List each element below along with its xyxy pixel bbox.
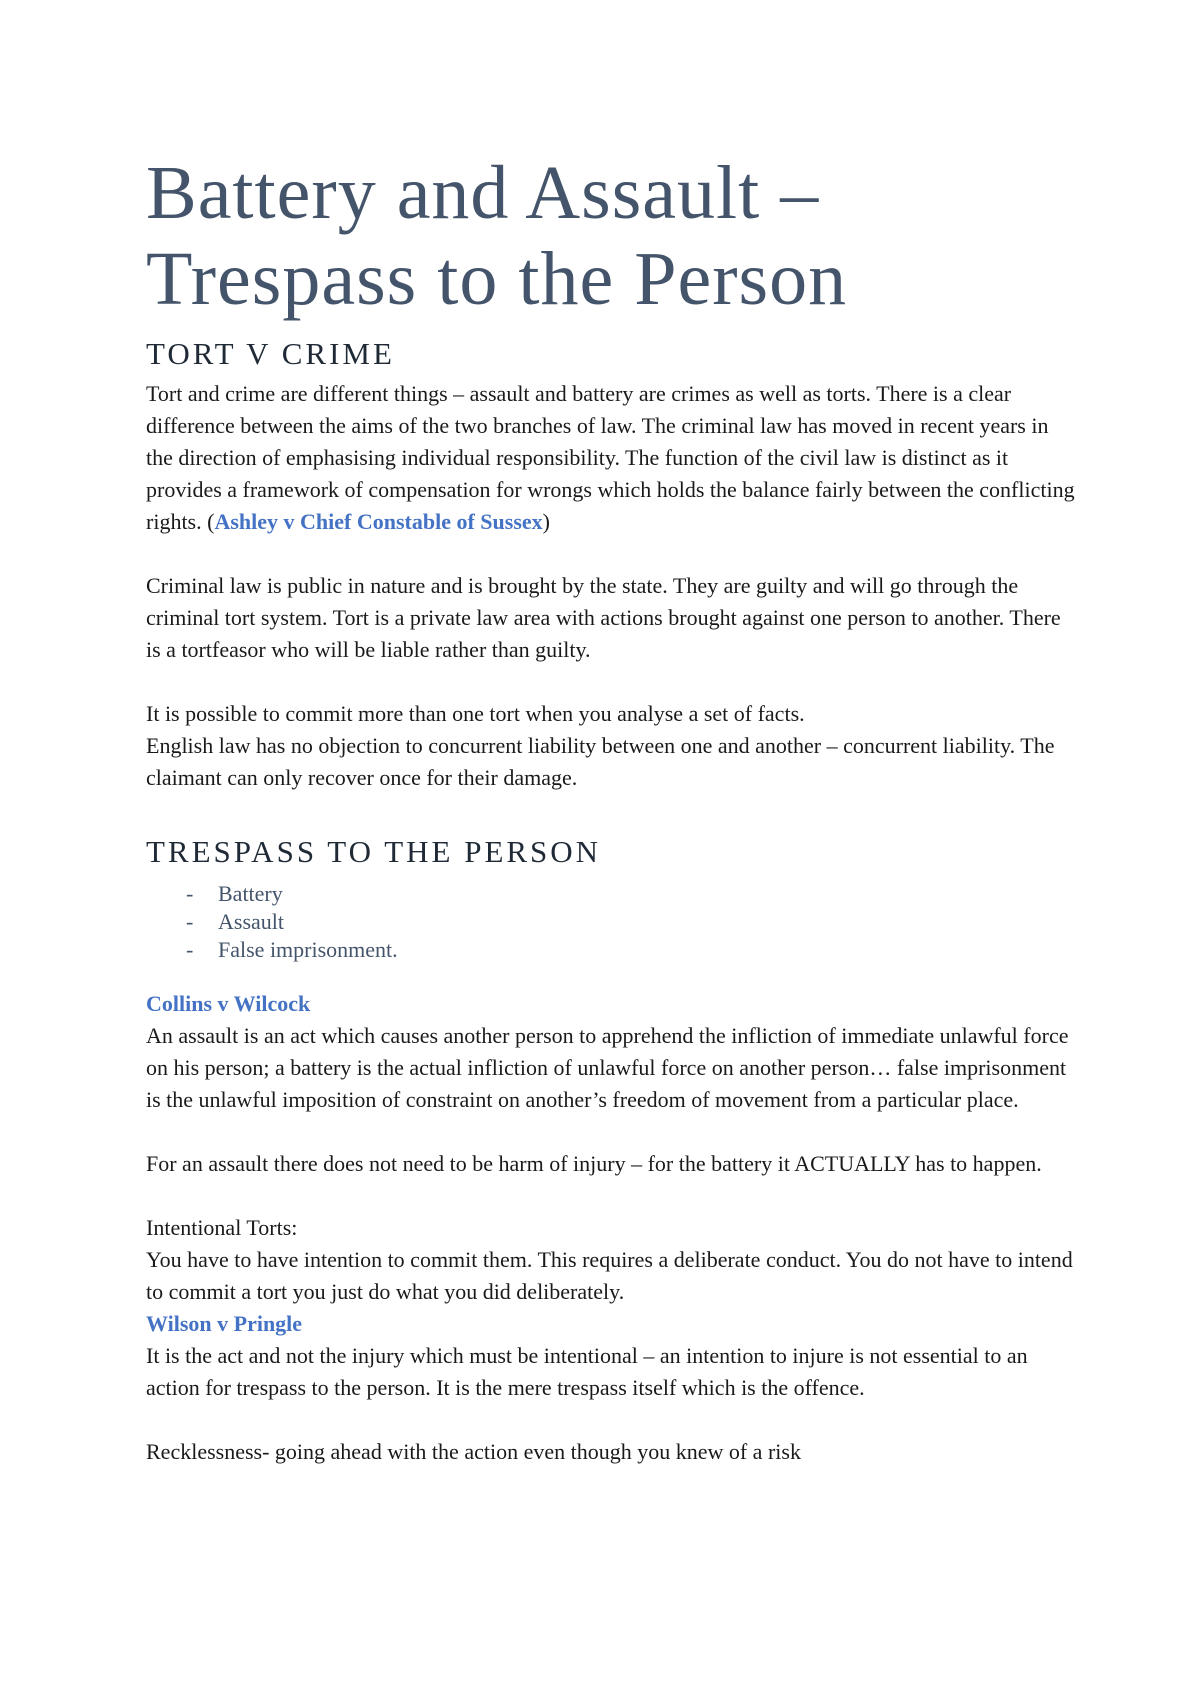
case-heading-collins-v-wilcock: Collins v Wilcock — [146, 991, 311, 1016]
paragraph-collins-quote: An assault is an act which causes another person to apprehend the infliction of immediate unlawful force on his person; a battery is the actual infliction of unlawful force on another person… false imprisonment is the unlawful imposition of constraint on another’s freedom of movement from a particular place. — [146, 1023, 1069, 1112]
document-title — [146, 150, 1076, 322]
paragraph-criminal-law: Criminal law is public in nature and is brought by the state. They are guilty and will go through the criminal tort system. Tort is a private law area with actions brought against one person to another. There is a tortfeasor who will be liable rather than guilty. — [146, 573, 1061, 662]
list-dash: - — [186, 881, 194, 906]
document-page — [146, 150, 1076, 1468]
spacer — [146, 1180, 1076, 1212]
spacer — [146, 1116, 1076, 1148]
case-heading-wilson-v-pringle: Wilson v Pringle — [146, 1311, 303, 1336]
list-item: - False imprisonment. — [186, 937, 398, 962]
intentional-torts-label: Intentional Torts: — [146, 1215, 298, 1240]
title-line-2: Trespass to the Person — [146, 237, 848, 321]
paragraph-wilson-quote: It is the act and not the injury which must be intentional – an intention to injure is not essential to an action for trespass to the person. It is the mere trespass itself which is the offence. — [146, 1343, 1028, 1400]
paragraph-concurrent-liability: English law has no objection to concurrent liability between one and another – concurrent liability. The claimant can only recover once for their damage. — [146, 733, 1055, 790]
case-reference-ashley: Ashley v Chief Constable of Sussex — [214, 509, 543, 534]
paragraph-tort-vs-crime — [146, 378, 1076, 538]
paragraph-text: Tort and crime are different things – assault and battery are crimes as well as torts. There is a clear difference between the aims of the two branches of law. The criminal law has moved in recent years in the direction of emphasising individual responsibility. The function of the civil law is distinct as it provides a framework of compensation for wrongs which holds the balance fairly between the conflicting rights. ( — [146, 381, 1075, 534]
list-item: - Battery — [186, 881, 283, 906]
paragraph-intentional-torts: You have to have intention to commit them. This requires a deliberate conduct. You do not have to intend to commit a tort you just do what you did deliberately. — [146, 1247, 1073, 1304]
paragraph-harm-of-injury: For an assault there does not need to be harm of injury – for the battery it ACTUALLY has to happen. — [146, 1151, 1042, 1176]
spacer — [146, 538, 1076, 570]
list-dash: - — [186, 937, 194, 962]
list-dash: - — [186, 909, 194, 934]
paragraph-more-than-one-tort: It is possible to commit more than one tort when you analyse a set of facts. — [146, 701, 805, 726]
spacer — [146, 666, 1076, 698]
list-item: - Assault — [186, 909, 284, 934]
spacer — [146, 1404, 1076, 1436]
heading-trespass-to-the-person: TRESPASS TO THE PERSON — [146, 834, 602, 869]
paragraph-recklessness: Recklessness- going ahead with the action even though you knew of a risk — [146, 1439, 801, 1464]
heading-tort-v-crime: TORT V CRIME — [146, 336, 395, 371]
trespass-types-list — [146, 880, 1076, 964]
paragraph-close: ) — [542, 509, 550, 534]
title-line-1: Battery and Assault – — [146, 151, 820, 235]
